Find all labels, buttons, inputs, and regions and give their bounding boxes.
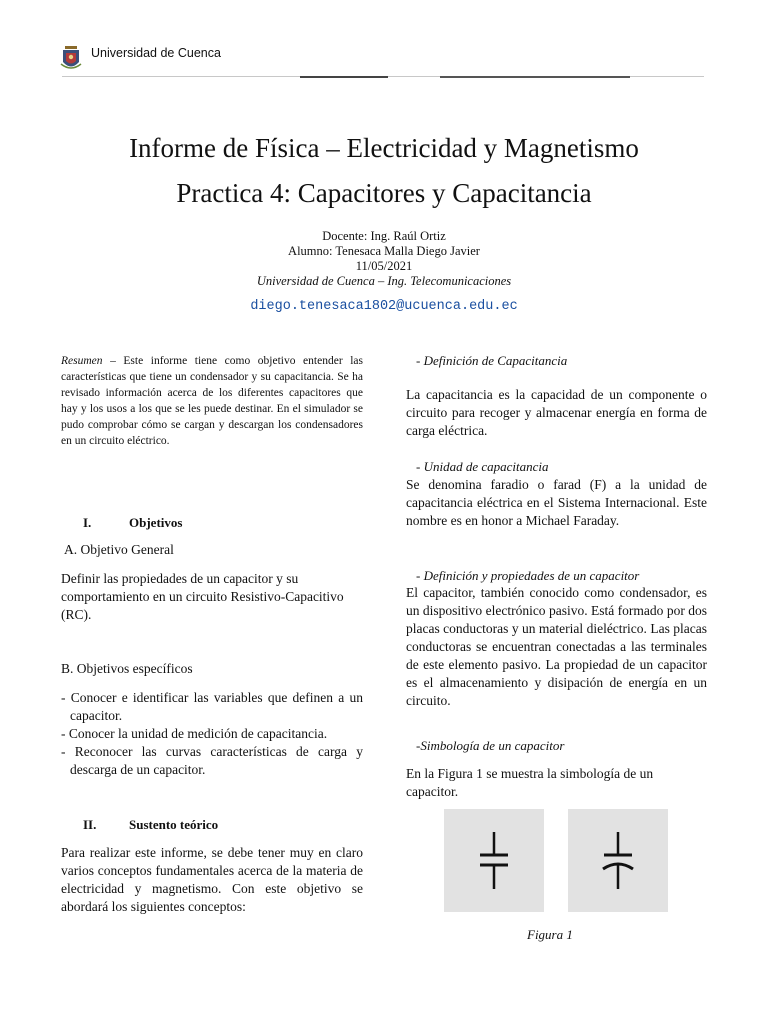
- header-divider-accent: [440, 76, 630, 78]
- university-crest-logo: [60, 42, 82, 72]
- paper-title-line1: Informe de Física – Electricidad y Magnetismo: [129, 133, 639, 163]
- def-properties-text: El capacitor, también conocido como condensador, es un dispositivo electrónico pasivo. Está formado por dos placas conductoras y un material dieléctrico. Las placas conductoras se encuentran conectadas a las terminales de este elemento pasivo. La propiedad de un capacitor es el almacenamiento y disipación de energía en un circuito.: [406, 585, 707, 708]
- header-university-name: Universidad de Cuenca: [91, 46, 221, 60]
- list-item: - Conocer e identificar las variables que definen a un capacitor.: [61, 690, 363, 723]
- capacitor-symbol-icon: [444, 809, 544, 912]
- symbology-text: En la Figura 1 se muestra la simbología de un capacitor.: [406, 766, 654, 799]
- specific-objectives-list: [61, 689, 363, 779]
- alumno-line: Alumno: Tenesaca Malla Diego Javier: [288, 244, 480, 258]
- symbology-title: -Simbología de un capacitor: [416, 738, 565, 753]
- docente-line: Docente: Ing. Raúl Ortiz: [322, 229, 446, 243]
- list-item: - Reconocer las curvas características de carga y descarga de un capacitor.: [61, 744, 363, 777]
- section1-title: Objetivos: [129, 515, 183, 530]
- author-email-link[interactable]: diego.tenesaca1802@ucuenca.edu.ec: [250, 299, 518, 314]
- figure-polarized-capacitor: [568, 809, 668, 912]
- header-divider-accent: [300, 76, 388, 78]
- unit-capacitance-title: - Unidad de capacitancia: [416, 459, 549, 474]
- general-objective-text: Definir las propiedades de un capacitor y su comportamiento en un circuito Resistivo-Capacitivo (RC).: [61, 571, 344, 622]
- section2-title: Sustento teórico: [129, 817, 219, 832]
- section2-intro: Para realizar este informe, se debe tener muy en claro varios conceptos fundamentales acerca de la materia de electricidad y magnetismo. Con este objetivo se abordará los siguientes conceptos:: [61, 845, 363, 914]
- section1-number: I.: [83, 515, 92, 530]
- abstract-text: – Este informe tiene como objetivo entender las características que tiene un condensador y su capacitancia. Se ha revisado información acerca de los diferentes capacitores que hay y los usos a los que se les puede destinar. En el simulador se pudo comprobar cómo se cargan y descargan los condensadores en un circuito eléctrico.: [61, 355, 363, 447]
- subsection-b-title: B. Objetivos específicos: [61, 661, 193, 676]
- def-capacitance-text: La capacitancia es la capacidad de un componente o circuito para recoger y almacenar energía en forma de carga eléctrica.: [406, 387, 707, 438]
- abstract: [61, 353, 363, 449]
- list-item: - Conocer la unidad de medición de capacitancia.: [61, 726, 328, 741]
- def-properties-title: - Definición y propiedades de un capacitor: [416, 568, 640, 583]
- affiliation-line: Universidad de Cuenca – Ing. Telecomunicaciones: [256, 274, 512, 288]
- date-line: 11/05/2021: [355, 259, 413, 273]
- subsection-a-title: A. Objetivo General: [64, 542, 174, 557]
- figure-nonpolarized-capacitor: [444, 809, 544, 912]
- def-capacitance-title: - Definición de Capacitancia: [416, 353, 568, 368]
- paper-title-line2: Practica 4: Capacitores y Capacitancia: [176, 178, 592, 208]
- section2-number: II.: [83, 817, 97, 832]
- abstract-label: Resumen: [61, 355, 103, 367]
- polarized-capacitor-symbol-icon: [568, 809, 668, 912]
- unit-capacitance-text: Se denomina faradio o farad (F) a la unidad de capacitancia eléctrica en el Sistema Internacional. Este nombre es en honor a Michael Faraday.: [406, 477, 707, 528]
- figure-caption: Figura 1: [527, 927, 573, 942]
